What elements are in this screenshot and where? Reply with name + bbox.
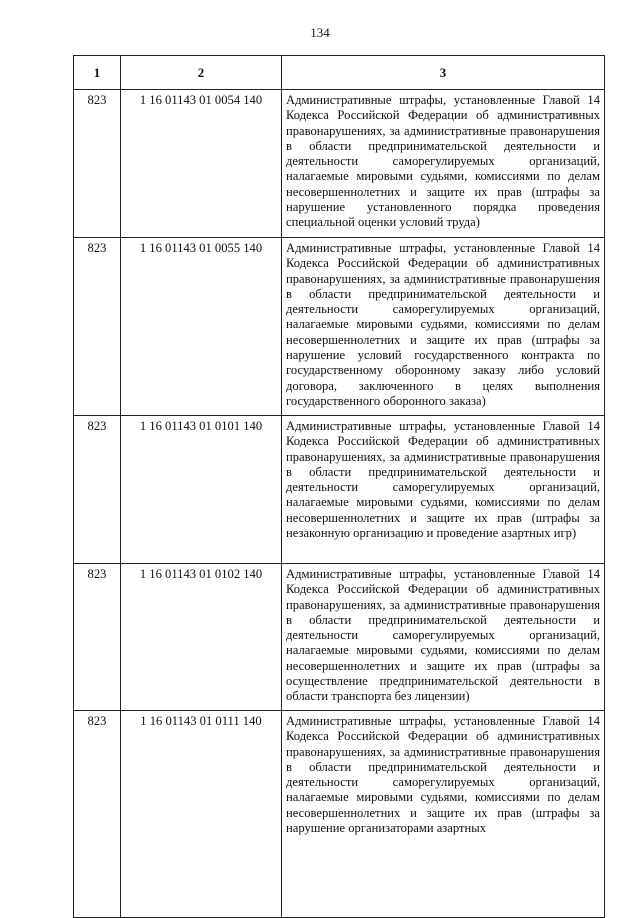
description-cell: Административные штрафы, установленные Главой 14 Кодекса Российской Федерации об административных правонарушениях, за административные правонарушения в области предпринимательской деятельности и деятельности саморегулируемых организаций, налагаемые мировыми судьями, комиссиями по делам несовершеннолетних и защите их прав (штрафы за незаконную организацию и проведение азартных игр): [282, 416, 605, 564]
description-cell: Административные штрафы, установленные Главой 14 Кодекса Российской Федерации об административных правонарушениях, за административные правонарушения в области предпринимательской деятельности и деятельности саморегулируемых организаций, налагаемые мировыми судьями, комиссиями по делам несовершеннолетних и защите их прав (штрафы за нарушение установленного порядка проведения специальной оценки условий труда): [282, 90, 605, 238]
revenue-codes-table: [73, 55, 605, 918]
table-row: [74, 711, 605, 918]
table-row: [74, 90, 605, 238]
kbk-code-cell: 1 16 01143 01 0101 140: [121, 416, 282, 564]
column-header-1: 1: [74, 56, 121, 90]
description-cell: Административные штрафы, установленные Главой 14 Кодекса Российской Федерации об административных правонарушениях, за административные правонарушения в области предпринимательской деятельности и деятельности саморегулируемых организаций, налагаемые мировыми судьями, комиссиями по делам несовершеннолетних и защите их прав (штрафы за нарушение условий государственного контракта по государственному оборонному заказу либо условий договора, заключенного в целях выполнения государственного оборонного заказа): [282, 238, 605, 416]
description-cell: Административные штрафы, установленные Главой 14 Кодекса Российской Федерации об административных правонарушениях, за административные правонарушения в области предпринимательской деятельности и деятельности саморегулируемых организаций, налагаемые мировыми судьями, комиссиями по делам несовершеннолетних и защите их прав (штрафы за нарушение организаторами азартных: [282, 711, 605, 918]
table-row: [74, 416, 605, 564]
column-header-2: 2: [121, 56, 282, 90]
kbk-code-cell: 1 16 01143 01 0055 140: [121, 238, 282, 416]
admin-code-cell: 823: [74, 90, 121, 238]
column-header-3: 3: [282, 56, 605, 90]
table-header-row: [74, 56, 605, 90]
admin-code-cell: 823: [74, 238, 121, 416]
description-cell: Административные штрафы, установленные Главой 14 Кодекса Российской Федерации об административных правонарушениях, за административные правонарушения в области предпринимательской деятельности и деятельности саморегулируемых организаций, налагаемые мировыми судьями, комиссиями по делам несовершеннолетних и защите их прав (штрафы за осуществление предпринимательской деятельности в области транспорта без лицензии): [282, 564, 605, 711]
admin-code-cell: 823: [74, 416, 121, 564]
kbk-code-cell: 1 16 01143 01 0054 140: [121, 90, 282, 238]
page-number: 134: [310, 25, 330, 40]
table-row: [74, 238, 605, 416]
admin-code-cell: 823: [74, 711, 121, 918]
kbk-code-cell: 1 16 01143 01 0102 140: [121, 564, 282, 711]
table-row: [74, 564, 605, 711]
kbk-code-cell: 1 16 01143 01 0111 140: [121, 711, 282, 918]
admin-code-cell: 823: [74, 564, 121, 711]
